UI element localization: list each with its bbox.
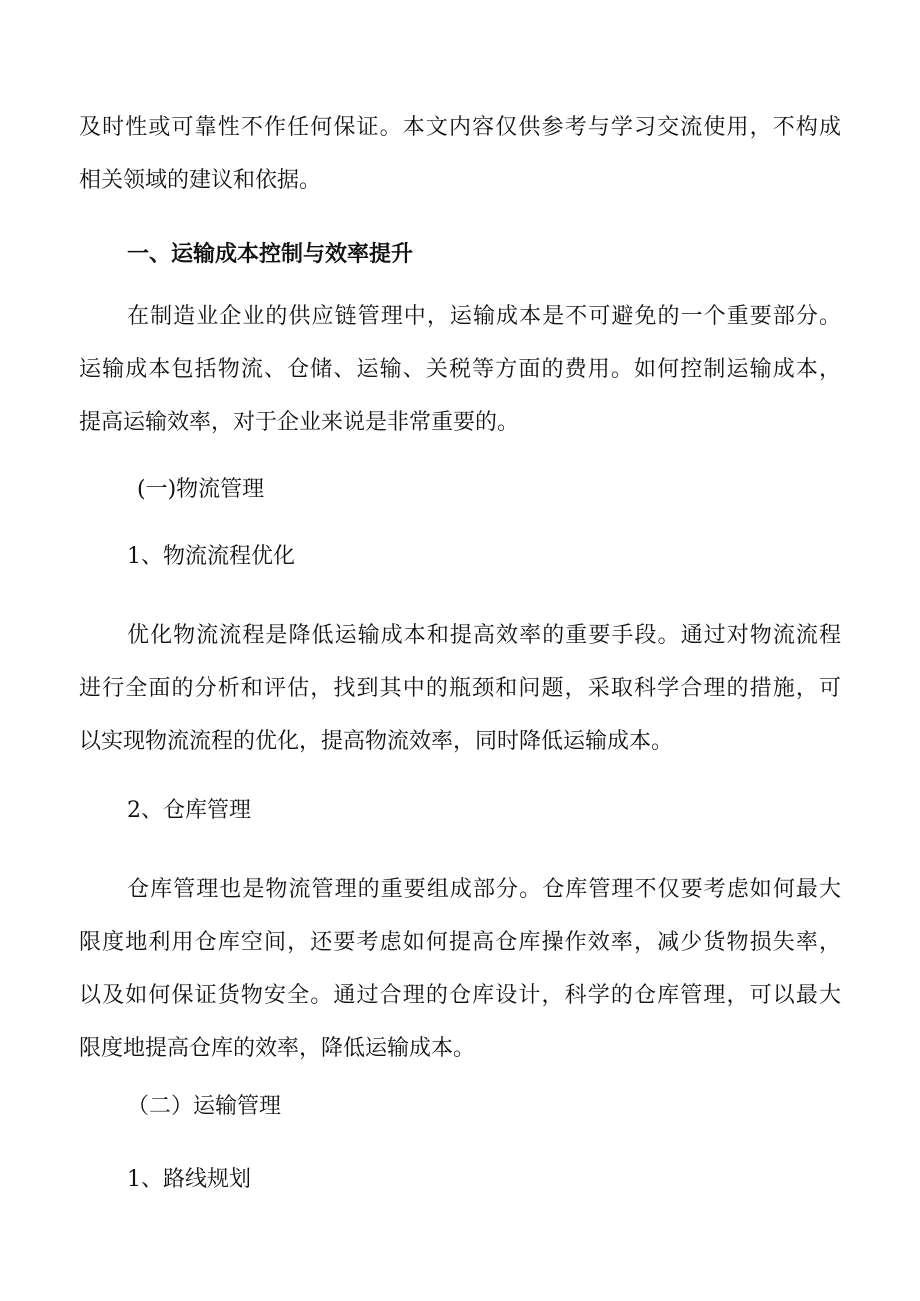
subsection-heading-transport: （二）运输管理 xyxy=(127,1094,282,1119)
item2-paragraph-line-2: 限度地利用仓库空间，还要考虑如何提高仓库操作效率，减少货物损失率， xyxy=(79,930,841,955)
item-heading-route-planning: 1、路线规划 xyxy=(127,1167,251,1192)
item-heading-warehouse: 2、仓库管理 xyxy=(127,798,251,823)
item2-paragraph-line-1: 仓库管理也是物流管理的重要组成部分。仓库管理不仅要考虑如何最大 xyxy=(127,877,841,902)
item1-paragraph-line-2: 进行全面的分析和评估，找到其中的瓶颈和问题，采取科学合理的措施，可 xyxy=(79,676,841,701)
item2-paragraph-line-4: 限度地提高仓库的效率，降低运输成本。 xyxy=(79,1036,476,1061)
section-heading: 一、运输成本控制与效率提升 xyxy=(127,241,414,267)
item1-paragraph-line-1: 优化物流流程是降低运输成本和提高效率的重要手段。通过对物流流程 xyxy=(127,623,841,648)
subsection-heading-logistics: (一)物流管理 xyxy=(137,477,265,502)
section1-paragraph-line-2: 运输成本包括物流、仓储、运输、关税等方面的费用。如何控制运输成本， xyxy=(79,357,841,382)
item-heading-logistics-process: 1、物流流程优化 xyxy=(127,544,295,569)
section1-paragraph-line-1: 在制造业企业的供应链管理中，运输成本是不可避免的一个重要部分。 xyxy=(127,304,841,329)
item2-paragraph-line-3: 以及如何保证货物安全。通过合理的仓库设计，科学的仓库管理，可以最大 xyxy=(79,983,841,1008)
section1-paragraph-line-3: 提高运输效率，对于企业来说是非常重要的。 xyxy=(79,410,520,435)
item1-paragraph-line-3: 以实现物流流程的优化，提高物流效率，同时降低运输成本。 xyxy=(79,729,674,754)
intro-line-2: 相关领域的建议和依据。 xyxy=(79,168,322,193)
intro-line-1: 及时性或可靠性不作任何保证。本文内容仅供参考与学习交流使用，不构成 xyxy=(79,115,841,140)
